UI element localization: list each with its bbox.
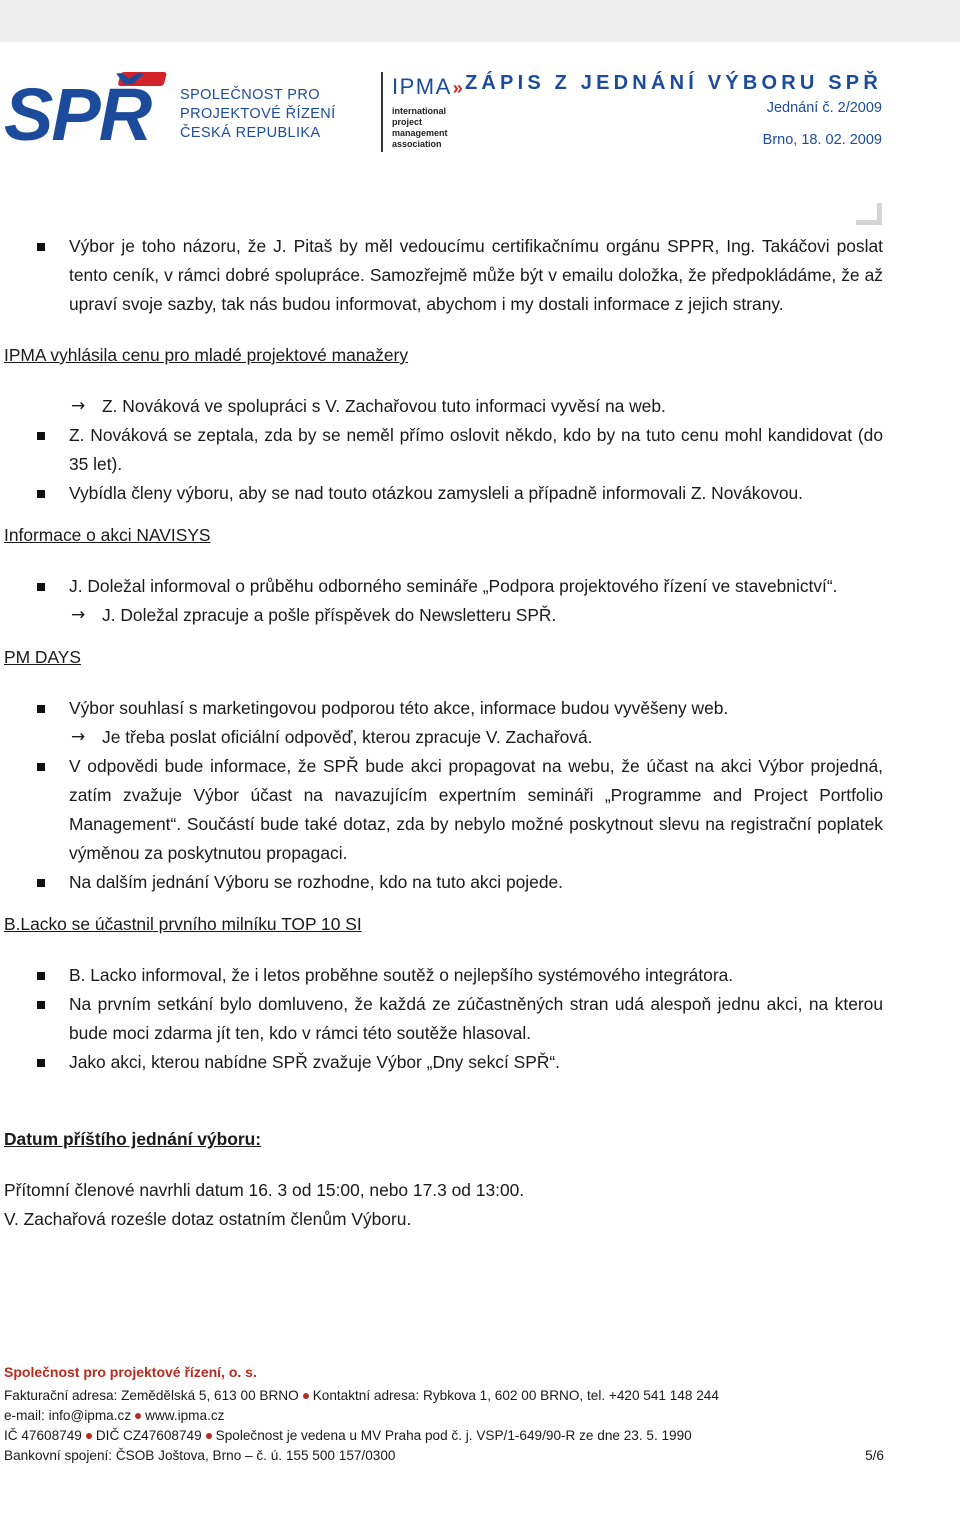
list-item — [0, 572, 960, 601]
bullet-dot-icon — [135, 1413, 141, 1419]
arrow-icon: → — [71, 605, 86, 625]
section-heading: PM DAYS — [4, 647, 81, 667]
item-text: Na dalším jednání Výboru se rozhodne, kdo na tuto akci pojede. — [69, 872, 564, 892]
list-item — [0, 990, 960, 1048]
bullet-dot-icon — [206, 1433, 212, 1439]
bullet-icon — [37, 243, 45, 251]
paragraph: V. Zachařová roześle dotaz ostatním členům Výboru. — [4, 1209, 412, 1229]
ipma-logo — [392, 76, 464, 150]
bullet-icon — [37, 583, 45, 591]
action-item — [0, 601, 960, 630]
footer — [4, 1362, 884, 1466]
registration-text: Společnost je vedena u MV Praha pod č. j. VSP/1-649/90-R ze dne 23. 5. 1990 — [215, 1428, 692, 1443]
ipma-word: IPMA — [392, 74, 452, 99]
section-heading: Informace o akci NAVISYS — [4, 525, 211, 545]
spr-name-line: ČESKÁ REPUBLIKA — [180, 125, 321, 141]
spr-name — [180, 86, 336, 143]
ipma-chevron-icon: » — [452, 78, 465, 98]
list-item — [0, 479, 960, 508]
corner-mark — [856, 203, 882, 225]
ipma-sub-line: association — [392, 139, 442, 149]
meeting-date: Brno, 18. 02. 2009 — [762, 132, 882, 148]
item-text: Jako akci, kterou nabídne SPŘ zvažuje Výbor „Dny sekcí SPŘ“. — [69, 1052, 561, 1072]
bullet-icon — [37, 432, 45, 440]
item-text: Vybídla členy výboru, aby se nad touto otázkou zamysleli a případně informovali Z. Novákovou. — [69, 483, 804, 503]
bank-info: Bankovní spojení: ČSOB Joštova, Brno – č. ú. 155 500 157/0300 — [4, 1448, 396, 1463]
action-item — [0, 392, 960, 421]
footer-registration — [4, 1426, 884, 1446]
item-text: Výbor je toho názoru, že J. Pitaš by měl vedoucímu certifikačnímu orgánu SPPR, Ing. Takáčovi poslat tento ceník, v rámci dobré spolupráce. Samozřejmě může být v emailu doložka, že předpokládáme, že až upraví svoje sazby, tak nás budou informovat, abychom i my dostali informace z jejich strany. — [69, 236, 883, 314]
list-item — [0, 868, 960, 897]
bullet-dot-icon — [303, 1393, 309, 1399]
item-text: Výbor souhlasí s marketingovou podporou této akce, informace budou vyvěšeny web. — [69, 698, 729, 718]
spr-logo — [4, 68, 176, 150]
item-text: V odpovědi bude informace, že SPŘ bude akci propagovat na webu, že účast na akci Výbor projedná, zatím zvažuje Výbor účast na navazujícím expertním semináři „Programme and Project Portfolio Management“. Součástí bude také dotaz, zda by nebylo možné poskytnout slevu na registrační poplatek výměnou za poskytnutou propagaci. — [69, 756, 883, 863]
item-text: Z. Nováková ve spolupráci s V. Zachařovou tuto informaci vyvěsí na web. — [102, 396, 666, 416]
list-item — [0, 232, 960, 319]
ic-number: IČ 47608749 — [4, 1428, 82, 1443]
dic-number: DIČ CZ47608749 — [95, 1428, 202, 1443]
spr-name-line: SPOLEČNOST PRO — [180, 87, 320, 103]
bullet-icon — [37, 763, 45, 771]
spr-name-line: PROJEKTOVÉ ŘÍZENÍ — [180, 106, 336, 122]
arrow-icon: → — [71, 396, 86, 416]
action-item — [0, 723, 960, 752]
bullet-icon — [37, 490, 45, 498]
doc-title: ZÁPIS Z JEDNÁNÍ VÝBORU SPŘ — [464, 72, 882, 94]
page-number: 5/6 — [865, 1448, 884, 1463]
section-heading: Datum příštího jednání výboru: — [4, 1129, 262, 1149]
list-item — [0, 961, 960, 990]
spr-logo-text: SPŘ — [4, 73, 151, 150]
item-text: J. Doležal zpracuje a pošle příspěvek do Newsletteru SPŘ. — [102, 605, 557, 625]
ipma-sub-line: international — [392, 106, 447, 116]
list-item — [0, 752, 960, 868]
arrow-icon: → — [71, 727, 86, 747]
bullet-icon — [37, 879, 45, 887]
web-link[interactable]: www.ipma.cz — [145, 1408, 225, 1423]
document-body — [0, 232, 960, 1234]
item-text: Z. Nováková se zeptala, zda by se neměl přímo oslovit někdo, kdo by na tuto cenu mohl kandidovat (do 35 let). — [69, 425, 883, 474]
bullet-icon — [37, 1001, 45, 1009]
bullet-dot-icon — [86, 1433, 92, 1439]
email-link[interactable]: e-mail: info@ipma.cz — [4, 1408, 132, 1423]
ipma-sub-line: project — [392, 117, 423, 127]
bullet-icon — [37, 705, 45, 713]
list-item — [0, 1048, 960, 1077]
top-strip — [0, 0, 960, 42]
section-heading: B.Lacko se účastnil prvního milníku TOP 10 SI — [4, 914, 362, 934]
footer-contacts — [4, 1406, 884, 1426]
header-divider — [381, 72, 383, 152]
section-heading: IPMA vyhlásila cenu pro mladé projektové manažery — [4, 345, 409, 365]
list-item — [0, 421, 960, 479]
meeting-number: Jednání č. 2/2009 — [766, 100, 882, 116]
item-text: Na prvním setkání bylo domluveno, že každá ze zúčastněných stran udá alespoň jednu akci, na kterou bude moci zdarma jít ten, kdo v rámci této soutěže hlasoval. — [69, 994, 883, 1043]
paragraph: Přítomní členové navrhli datum 16. 3 od 15:00, nebo 17.3 od 13:00. — [4, 1180, 525, 1200]
item-text: Je třeba poslat oficiální odpověď, kterou zpracuje V. Zachařová. — [102, 727, 593, 747]
list-item — [0, 694, 960, 723]
title-block — [465, 70, 882, 149]
footer-addresses — [4, 1386, 884, 1406]
bullet-icon — [37, 972, 45, 980]
bullet-icon — [37, 1059, 45, 1067]
ipma-sub-line: management — [392, 128, 448, 138]
footer-org: Společnost pro projektové řízení, o. s. — [4, 1364, 257, 1380]
contact-address: Kontaktní adresa: Rybkova 1, 602 00 BRNO, tel. +420 541 148 244 — [312, 1388, 719, 1403]
item-text: B. Lacko informoval, že i letos proběhne soutěž o nejlepšího systémového integrátora. — [69, 965, 734, 985]
item-text: J. Doležal informoval o průběhu odborného semináře „Podpora projektového řízení ve stavebnictví“. — [69, 576, 838, 596]
billing-address: Fakturační adresa: Zemědělská 5, 613 00 BRNO — [4, 1388, 299, 1403]
